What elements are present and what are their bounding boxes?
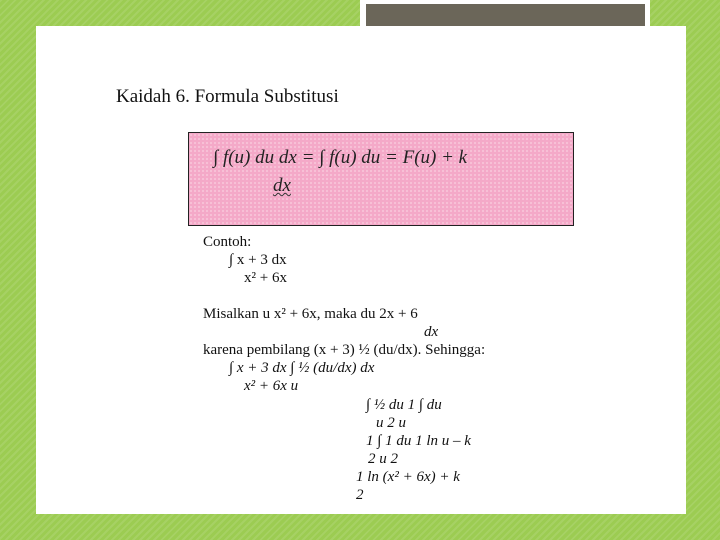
step-3-numerator: 1 ∫ 1 du 1 ln u – k [366, 433, 471, 449]
step-4-denominator: 2 [356, 487, 364, 503]
example-integral-denominator: x² + 6x [244, 270, 287, 286]
step-1-denominator: x² + 6x u [244, 378, 299, 394]
slide-content [36, 26, 686, 514]
example-integral-numerator: ∫ x + 3 dx [229, 252, 287, 268]
step-3-denominator: 2 u 2 [368, 451, 398, 467]
step-4-numerator: 1 ln (x² + 6x) + k [356, 469, 460, 485]
step-2-denominator: u 2 u [376, 415, 406, 431]
example-label: Contoh: [203, 234, 252, 250]
formula-line-1: ∫ f(u) du dx = ∫ f(u) du = F(u) + k [213, 147, 468, 168]
substitution-dx: dx [424, 324, 439, 340]
formula-box [188, 132, 574, 226]
step-2-numerator: ∫ ½ du 1 ∫ du [366, 397, 442, 413]
slide-heading: Kaidah 6. Formula Substitusi [116, 86, 339, 107]
formula-line-2: dx [273, 175, 291, 196]
numerator-note: karena pembilang (x + 3) ½ (du/dx). Sehingga: [203, 342, 486, 358]
step-1-numerator: ∫ x + 3 dx ∫ ½ (du/dx) dx [229, 360, 375, 376]
substitution-line: Misalkan u x² + 6x, maka du 2x + 6 [203, 306, 418, 322]
